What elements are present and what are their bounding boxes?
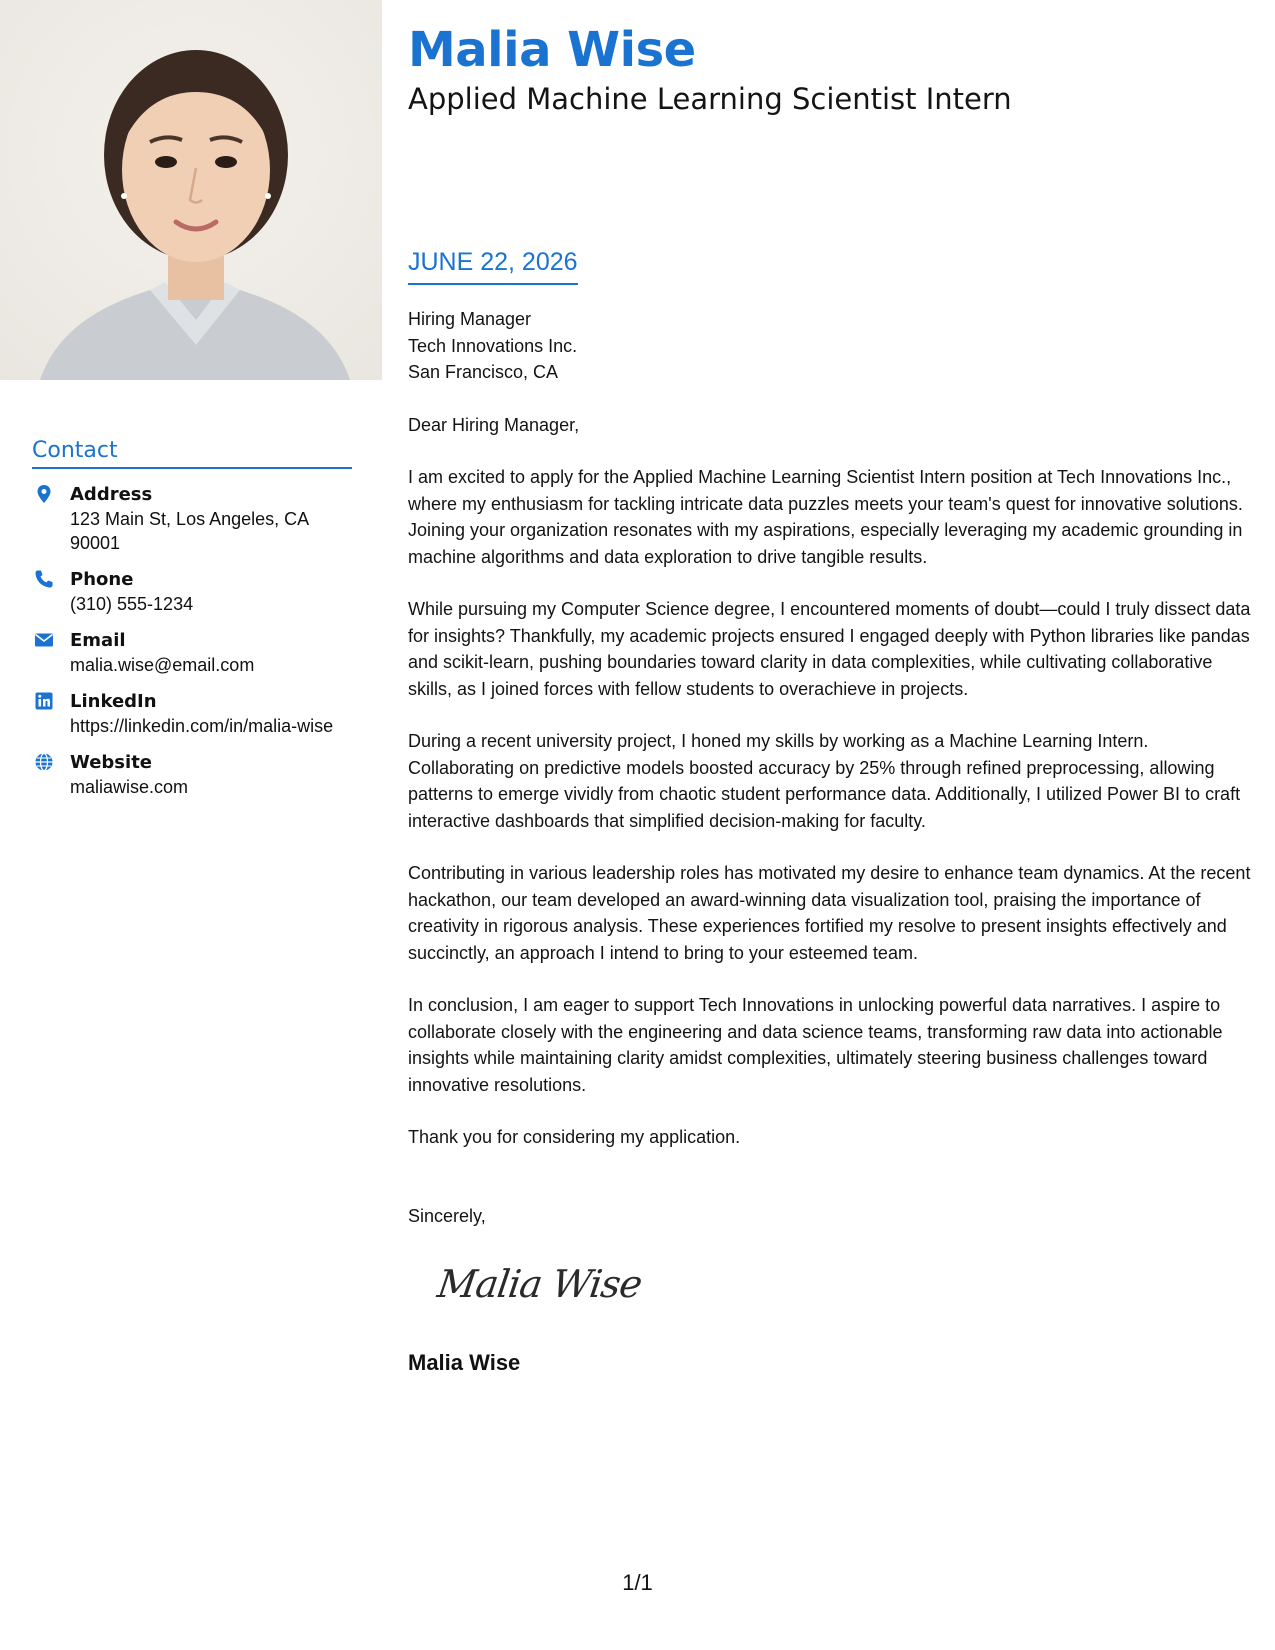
- contact-linkedin: [32, 690, 352, 738]
- recipient-block: [408, 306, 1253, 386]
- contact-email-value[interactable]: malia.wise@email.com: [70, 655, 255, 675]
- contact-website-value[interactable]: maliawise.com: [70, 777, 189, 797]
- letter-date: JUNE 22, 2026: [408, 248, 578, 285]
- contact-address-label: Address: [70, 484, 153, 505]
- linkedin-icon: [34, 691, 54, 711]
- signed-name: Malia Wise: [408, 1350, 521, 1375]
- contact-phone-value[interactable]: (310) 555-1234: [70, 594, 194, 614]
- globe-icon: [34, 752, 54, 772]
- contact-heading: Contact: [32, 438, 352, 469]
- letter-paragraph: During a recent university project, I honed my skills by working as a Machine Learning Intern. Collaborating on predictive models boosted accuracy by 25% through refined preprocessing, allowing patterns to emerge vividly from chaotic student performance data. Additionally, I utilized Power BI to craft interactive dashboards that simplified decision-making for faculty.: [408, 731, 1241, 831]
- page-number: 1/1: [622, 1570, 653, 1595]
- contact-email: [32, 629, 352, 677]
- job-title: Applied Machine Learning Scientist Intern: [408, 82, 1012, 116]
- envelope-icon: [34, 630, 54, 650]
- phone-icon: [34, 569, 54, 589]
- contact-address-value: 123 Main St, Los Angeles, CA 90001: [70, 509, 309, 553]
- contact-linkedin-label: LinkedIn: [70, 691, 157, 712]
- letter-paragraph: In conclusion, I am eager to support Tech Innovations in unlocking powerful data narratives. I aspire to collaborate closely with the engineering and data science teams, transforming raw data into actionable insights while maintaining clarity amidst complexities, ultimately steering business challenges toward innovative resolutions.: [408, 995, 1223, 1095]
- recipient-line: Hiring Manager: [408, 309, 532, 329]
- handwritten-signature: Malia Wise: [434, 1262, 645, 1306]
- letter-paragraph: I am excited to apply for the Applied Machine Learning Scientist Intern position at Tech Innovations Inc., where my enthusiasm for tackling intricate data puzzles meets your team's quest for innovative solutions. Joining your organization resonates with my aspirations, especially leveraging my academic grounding in machine algorithms and data exploration to drive tangible results.: [408, 467, 1243, 567]
- contact-section: [32, 438, 352, 812]
- contact-website: [32, 751, 352, 799]
- contact-phone: [32, 568, 352, 616]
- contact-linkedin-value[interactable]: https://linkedin.com/in/malia-wise: [70, 716, 334, 736]
- location-pin-icon: [34, 484, 54, 504]
- letter-paragraph: While pursuing my Computer Science degree, I encountered moments of doubt—could I truly dissect data for insights? Thankfully, my academic projects ensured I engaged deeply with Python libraries like pandas and scikit-learn, pushing boundaries toward clarity in data complexities, while cultivating collaborative skills, as I joined forces with fellow students to overachieve in projects.: [408, 599, 1251, 699]
- salutation: Dear Hiring Manager,: [408, 414, 580, 435]
- profile-photo: [0, 0, 382, 380]
- contact-website-label: Website: [70, 752, 153, 773]
- letter-body: [408, 306, 1253, 1229]
- contact-address: [32, 483, 352, 555]
- closing: Sincerely,: [408, 1205, 486, 1226]
- contact-email-label: Email: [70, 630, 126, 651]
- letter-paragraph: Thank you for considering my application.: [408, 1127, 741, 1147]
- applicant-name: Malia Wise: [408, 22, 696, 78]
- letter-paragraph: Contributing in various leadership roles has motivated my desire to enhance team dynamics. At the recent hackathon, our team developed an award-winning data visualization tool, praising the importance of creativity in rigorous analysis. These experiences fortified my resolve to present insights effectively and succinctly, an approach I intend to bring to your esteemed team.: [408, 863, 1251, 963]
- contact-phone-label: Phone: [70, 569, 134, 590]
- recipient-line: San Francisco, CA: [408, 362, 559, 382]
- recipient-line: Tech Innovations Inc.: [408, 335, 578, 356]
